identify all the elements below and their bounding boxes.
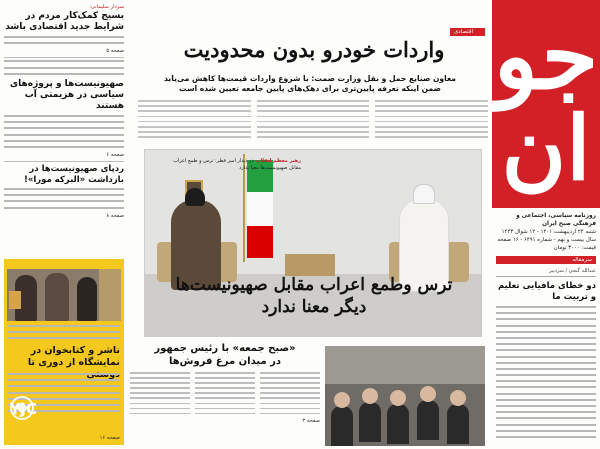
main-story-body bbox=[138, 100, 488, 148]
price: قیمت: ۳۰۰۰ تومان bbox=[553, 245, 596, 251]
book-fair-title[interactable]: ناشر و کتابخوان در نمایشگاه از دوری تا bbox=[27, 345, 120, 368]
subhead-line-1: معاون صنایع حمل و نقل وزارت صمت: با شروع واردات قیمت‌ها کاهش می‌یابد bbox=[164, 74, 456, 83]
book-fair-photo bbox=[7, 269, 121, 321]
item2-lead bbox=[4, 60, 124, 74]
bottom-story-body bbox=[130, 372, 320, 418]
crowd-photo bbox=[325, 346, 485, 446]
caption-text: در دیدار امیر قطر: ترس و طمع اعراب مقابل صهیونیست‌ها معنا ندارد bbox=[173, 158, 301, 171]
photo-headline-line-1: ترس وطمع اعراب مقابل صهیونیست‌ها bbox=[175, 275, 453, 295]
bottom-title-line-2: در میدان مرغ فروش‌ها bbox=[168, 356, 282, 367]
bottom-title-line-1: «صبح جمعه» با رئیس جمهور bbox=[154, 343, 296, 354]
main-photo bbox=[144, 149, 482, 337]
item3-title[interactable]: ردپای صهیونیست‌ها در بازداشت «البرکه مورا»! bbox=[23, 164, 124, 185]
section-tag: اقتصادی bbox=[450, 28, 485, 36]
issue-number: سال بیست و نهم - شماره ۶۴۹۱ - ۱۶ صفحه bbox=[497, 237, 596, 243]
editorial-body bbox=[496, 306, 596, 446]
photo-caption bbox=[161, 158, 301, 171]
bottom-story-title[interactable] bbox=[130, 342, 320, 368]
bottom-story-page: صفحه ۳ bbox=[302, 417, 320, 424]
motto: روزنامه سیاسی، اجتماعی و فرهنگی صبح ایران bbox=[516, 213, 596, 227]
logo-text-bottom: ان bbox=[501, 96, 591, 200]
yjc-text: YJC bbox=[10, 400, 37, 418]
caption-lead: رهبر معظم انقلاب bbox=[255, 158, 301, 164]
subhead-line-2: ضمن اینکه تعرفه پایین‌تری برای دهک‌های پایین جامعه تعیین شده است bbox=[179, 84, 441, 93]
divider bbox=[4, 57, 124, 58]
item1-body bbox=[4, 36, 124, 44]
item1-page: صفحه ۵ bbox=[106, 48, 124, 55]
photo-headline[interactable] bbox=[145, 274, 482, 318]
book-fair-lead bbox=[8, 325, 120, 344]
item1-title[interactable]: بسیج کمک‌کار مردم در شرایط جدید اقتصادی باشد bbox=[5, 11, 124, 32]
bottom-story bbox=[130, 342, 320, 425]
newspaper-logo bbox=[492, 0, 600, 208]
masthead bbox=[492, 0, 600, 449]
main-headline[interactable]: واردات خودرو بدون محدودیت bbox=[183, 37, 445, 62]
item3-body bbox=[4, 188, 124, 209]
editorial-title[interactable]: دو خطای مافیایی تعلیم و تربیت ما bbox=[498, 281, 596, 302]
left-news-column bbox=[4, 4, 124, 220]
issue-info bbox=[496, 212, 596, 252]
issue-date: شنبه ۲۴ اردیبهشت ۱۴۰۱ - ۱۲ شوال ۱۴۴۳ bbox=[501, 229, 596, 235]
main-subhead bbox=[160, 74, 460, 94]
editorial-label: سرمقاله bbox=[496, 256, 596, 264]
item2-page: صفحه ۶ bbox=[106, 152, 124, 159]
book-fair-page: صفحه ۱۶ bbox=[99, 435, 120, 441]
logo-text-top: جو bbox=[493, 2, 599, 110]
editorial-author: عبدالله گنجی / سردبیر bbox=[496, 268, 596, 277]
item1-author: سردار سلیمانی: bbox=[89, 4, 124, 10]
item2-body bbox=[4, 115, 124, 148]
item3-page: صفحه ۸ bbox=[106, 212, 124, 219]
yjc-watermark-icon bbox=[10, 394, 82, 422]
divider bbox=[4, 161, 124, 162]
iran-flag-icon bbox=[247, 160, 273, 258]
item2-title[interactable]: صهیونیست‌ها و پروژه‌های سیاسی در هزیمتی آب هستند bbox=[9, 78, 124, 111]
photo-headline-line-2: دیگر معنا ندارد bbox=[261, 297, 367, 317]
